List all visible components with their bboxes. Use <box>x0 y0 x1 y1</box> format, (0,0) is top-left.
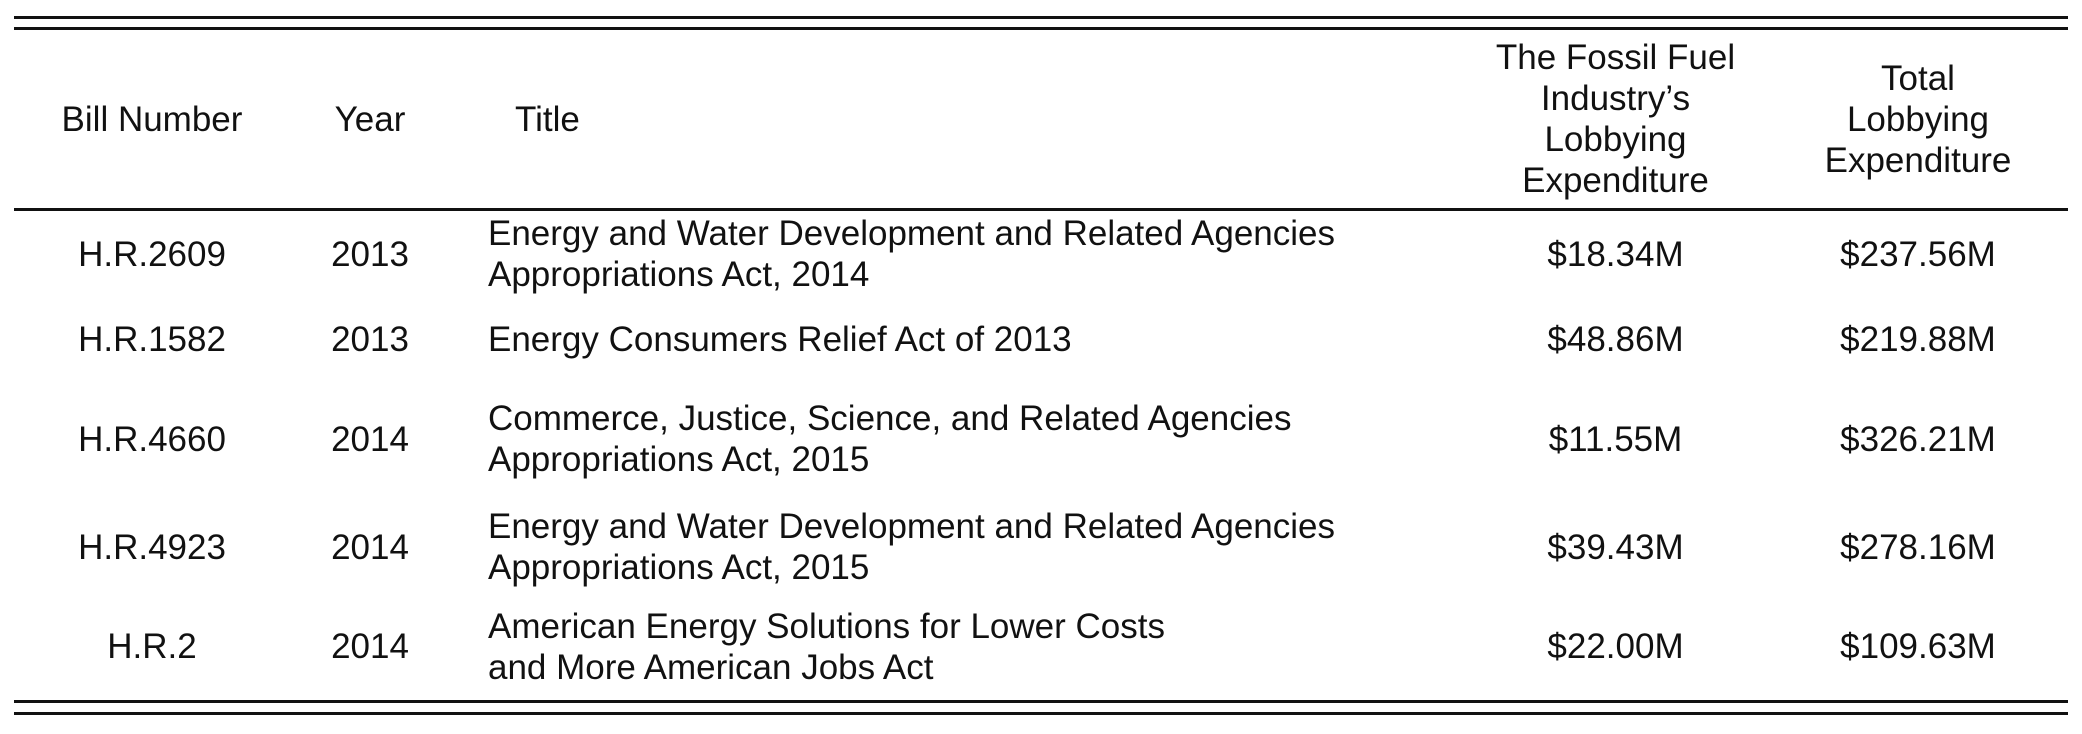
bottom-rule-outer <box>14 712 2068 715</box>
cell-title: Energy and Water Development and Related Agencies Appropriations Act, 2015 <box>488 507 1335 587</box>
header-row <box>14 30 2068 208</box>
table-row <box>14 379 2068 499</box>
cell-title: Energy and Water Development and Related Agencies Appropriations Act, 2014 <box>488 214 1335 294</box>
table-row <box>14 208 2068 300</box>
cell-fossil-fuel-expenditure: $18.34M <box>1547 234 1684 274</box>
cell-year: 2013 <box>331 234 409 274</box>
cell-fossil-fuel-expenditure: $22.00M <box>1547 627 1684 666</box>
header-title: Title <box>515 99 580 139</box>
table-header <box>14 30 2068 208</box>
table-row <box>14 300 2068 379</box>
cell-title: Energy Consumers Relief Act of 2013 <box>488 320 1072 359</box>
cell-title: Commerce, Justice, Science, and Related Agencies Appropriations Act, 2015 <box>488 399 1292 479</box>
cell-total-expenditure: $278.16M <box>1840 527 1996 567</box>
cell-bill-number: H.R.2609 <box>78 234 226 274</box>
table-row <box>14 595 2068 698</box>
cell-total-expenditure: $219.88M <box>1840 320 1996 359</box>
cell-bill-number: H.R.1582 <box>78 320 226 359</box>
header-year: Year <box>334 99 406 139</box>
cell-title: American Energy Solutions for Lower Costs and More American Jobs Act <box>488 606 1165 687</box>
cell-year: 2014 <box>331 627 409 666</box>
bottom-rule-inner <box>14 700 2068 703</box>
cell-year: 2014 <box>331 419 409 459</box>
cell-bill-number: H.R.4660 <box>78 419 226 459</box>
table-row <box>14 499 2068 595</box>
cell-fossil-fuel-expenditure: $11.55M <box>1548 419 1683 459</box>
cell-total-expenditure: $326.21M <box>1840 419 1996 459</box>
cell-total-expenditure: $109.63M <box>1840 627 1996 666</box>
top-rule-outer <box>14 16 2068 19</box>
header-fossil-fuel-expenditure: The Fossil Fuel Industry’s Lobbying Expenditure <box>1495 38 1736 200</box>
lobbying-expenditure-table <box>14 30 2068 698</box>
cell-total-expenditure: $237.56M <box>1840 234 1996 274</box>
header-bill-number: Bill Number <box>61 99 243 139</box>
cell-fossil-fuel-expenditure: $39.43M <box>1547 527 1684 567</box>
cell-year: 2013 <box>331 320 409 359</box>
cell-bill-number: H.R.2 <box>107 627 197 666</box>
cell-bill-number: H.R.4923 <box>78 527 226 567</box>
table-body <box>14 208 2068 698</box>
cell-fossil-fuel-expenditure: $48.86M <box>1547 320 1684 359</box>
cell-year: 2014 <box>331 527 409 567</box>
header-total-expenditure: Total Lobbying Expenditure <box>1824 58 2012 180</box>
